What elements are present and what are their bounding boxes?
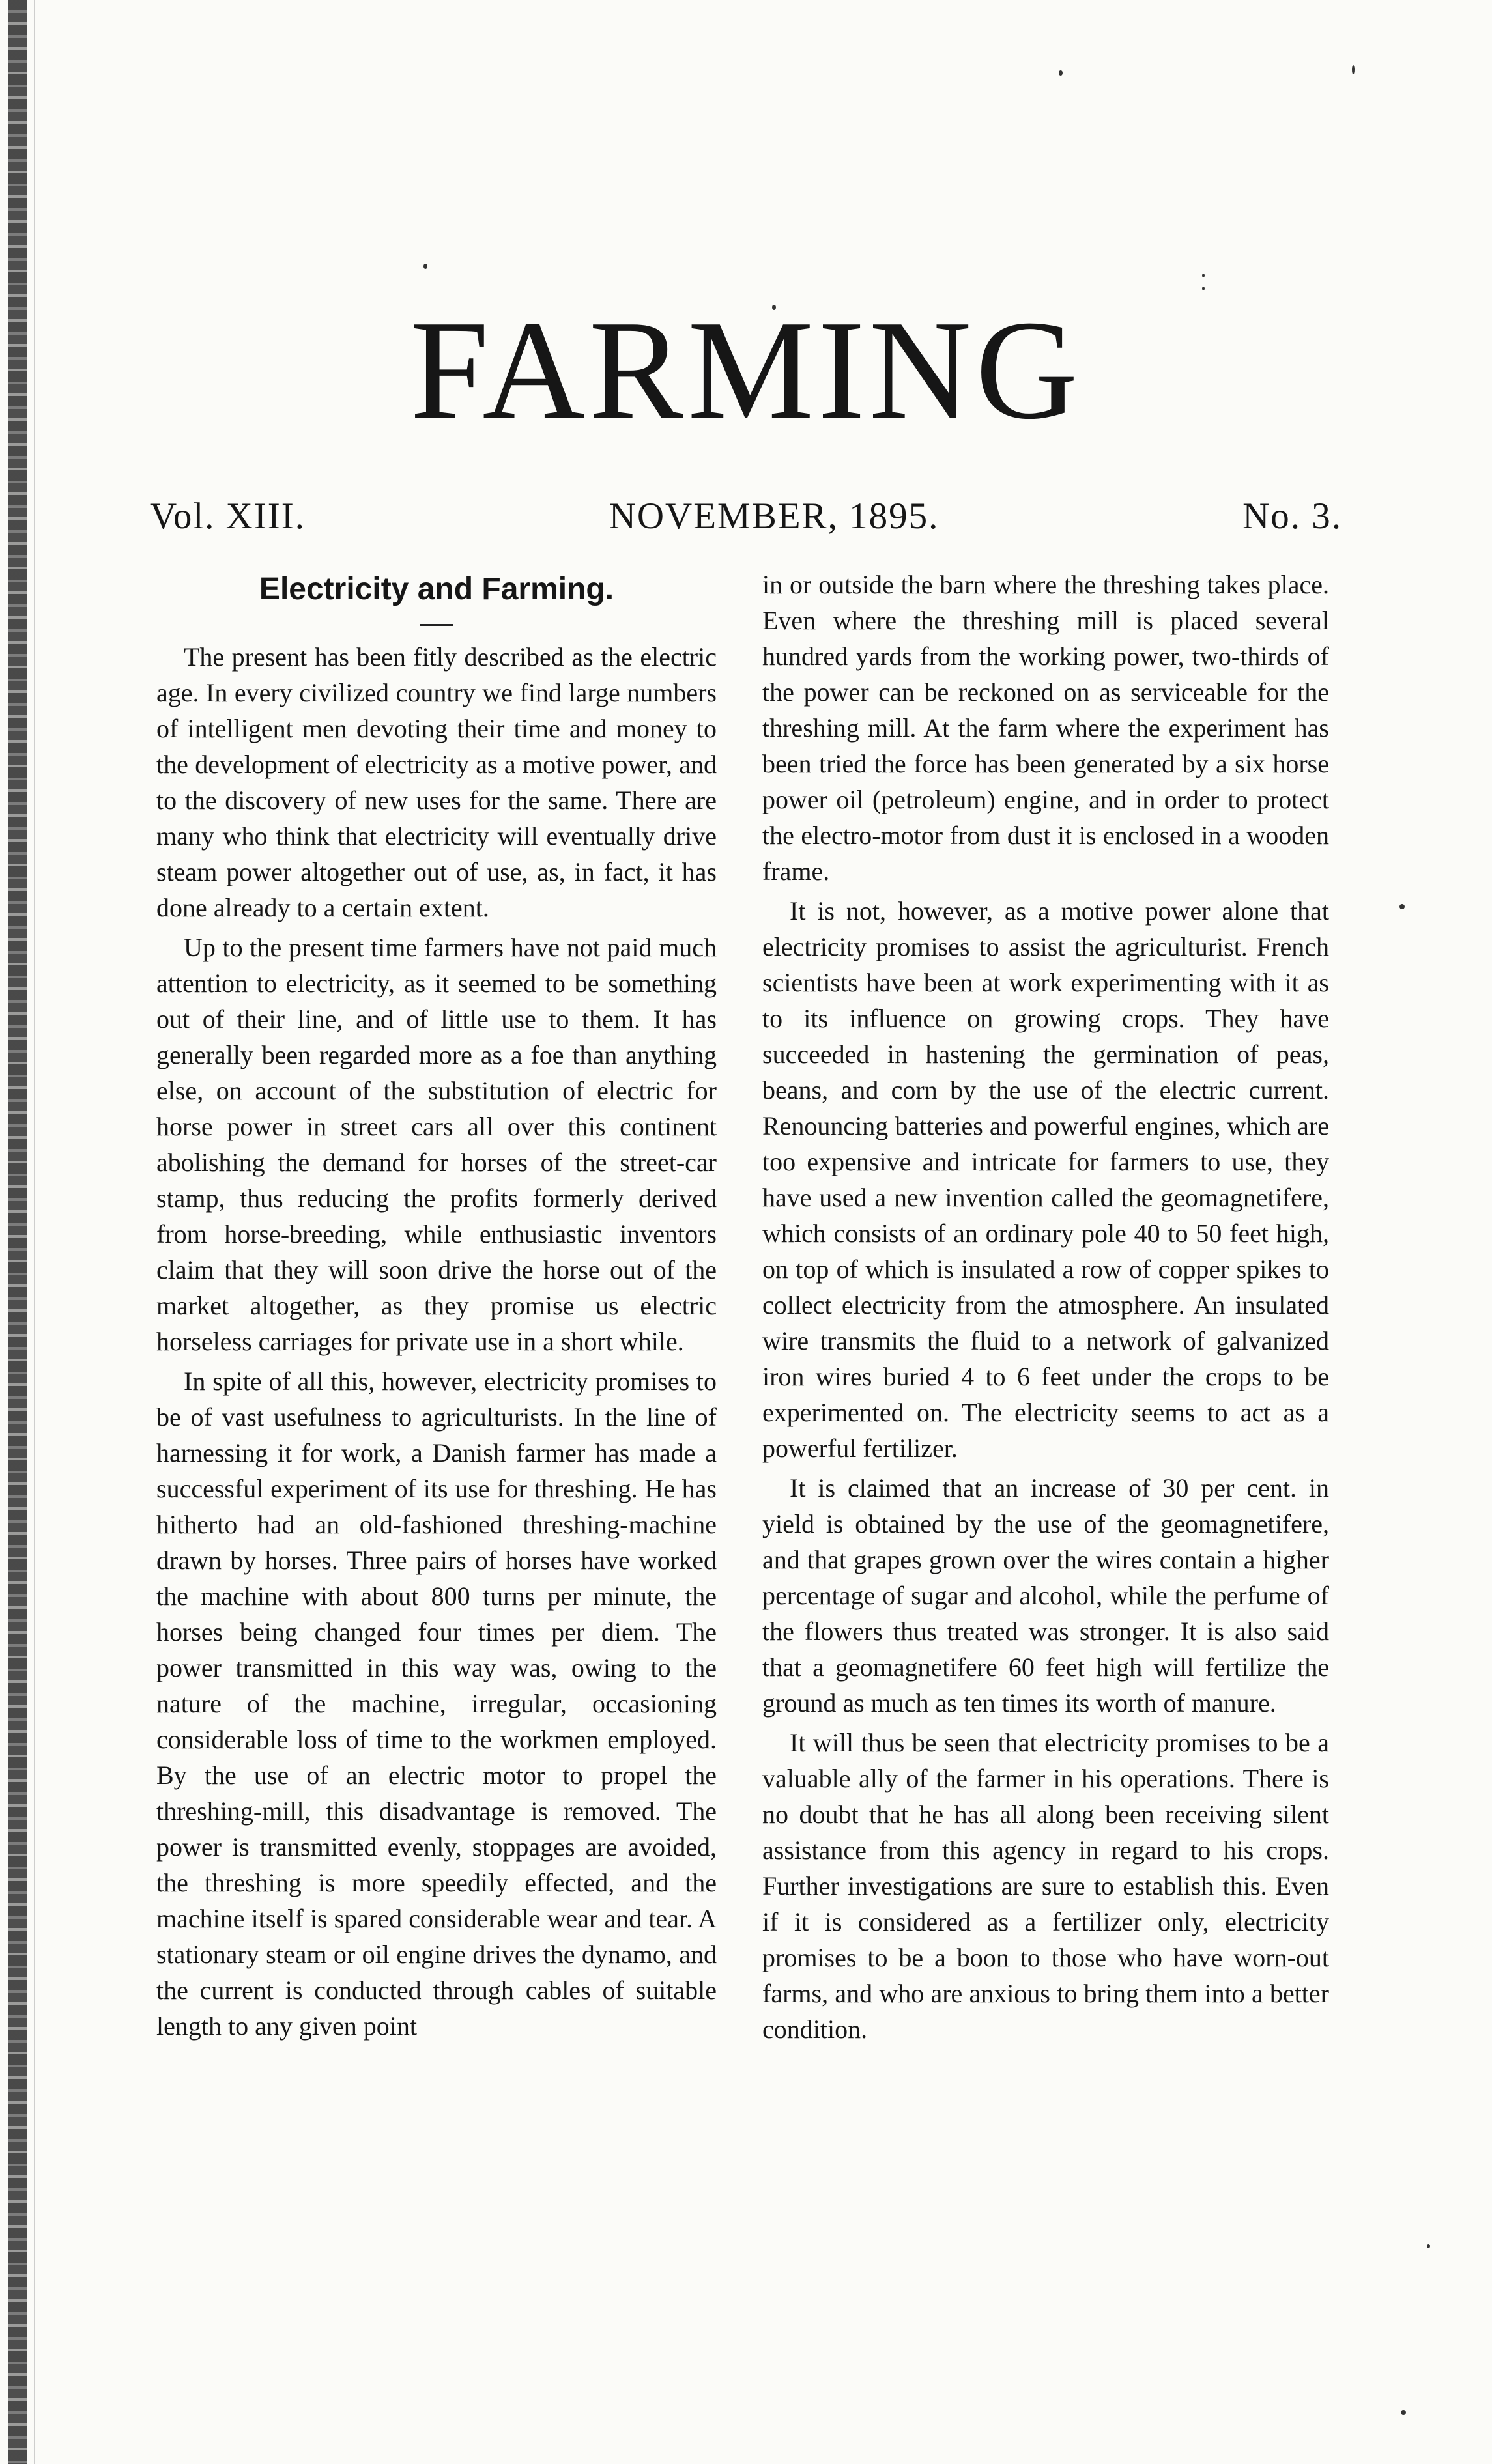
right-column (762, 567, 1329, 2051)
article-title: Electricity and Farming. (259, 572, 614, 606)
paragraph: It will thus be seen that electricity promises to be a valuable ally of the farmer in his operations. There is no doubt that he has all along been receiving silent assistance from this agency in regard to his crops. Further investigations are sure to establish this. Even if it is considered as a fertilizer only, electricity promises to be a boon to those who have worn-out farms, and who are anxious to bring them into a better condition. (762, 1728, 1329, 2044)
paragraph: In spite of all this, however, electricity promises to be of vast usefulness to agriculturists. In the line of harnessing it for work, a Danish farmer has made a successful experiment of its use for threshing. He has hitherto had an old-fashioned threshing-machine drawn by horses. Three pairs of horses have worked the machine with about 800 turns per minute, the horses being changed four times per diem. The power transmitted in this way was, owing to the nature of the machine, irregular, occasioning considerable loss of time to the workmen employed. By the use of an electric motor to propel the threshing-mill, this disadvantage is removed. The power is transmitted evenly, stoppages are avoided, the threshing is more speedily effected, and the machine itself is spared considerable wear and tear. A stationary steam or oil engine drives the dynamo, and the current is conducted through cables of suitable length to any given point (156, 1367, 717, 2041)
issue-date: NOVEMBER, 1895. (609, 496, 940, 537)
print-speck (1427, 2244, 1430, 2248)
issue-line (150, 495, 1342, 554)
print-speck (1399, 904, 1405, 909)
paragraph: It is claimed that an increase of 30 per cent. in yield is obtained by the use of the geomagnetifere, and that grapes grown over the wires contain a higher percentage of sugar and alcohol, while the perfume of the flowers thus treated was stronger. It is also said that a geomagnetifere 60 feet high will fertilize the ground as much as ten times its worth of manure. (762, 1473, 1329, 1718)
paragraph-continuation: in or outside the barn where the threshing takes place. Even where the threshing mill is placed several hundred yards from the working power, two-thirds of the power can be reckoned on as serviceable for the threshing mill. At the farm where the experiment has been tried the force has been generated by a six horse power oil (petroleum) engine, and in order to protect the electro-motor from dust it is enclosed in a wooden frame. (762, 570, 1329, 886)
masthead-title: FARMING (410, 292, 1082, 449)
print-speck (1202, 274, 1205, 277)
paragraph: It is not, however, as a motive power alone that electricity promises to assist the agriculturist. French scientists have been at work experimenting with it as to its influence on growing crops. They have succeeded in hastening the germination of peas, beans, and corn by the use of the electric current. Renouncing batteries and powerful engines, which are too expensive and intricate for farmers to use, they have used a new invention called the geomagnetifere, which consists of an ordinary pole 40 to 50 feet high, on top of which is insulated a row of copper spikes to collect electricity from the atmosphere. An insulated wire transmits the fluid to a network of galvanized iron wires buried 4 to 6 feet under the crops to be experimented on. The electricity seems to act as a powerful fertilizer. (762, 896, 1329, 1463)
print-speck (1059, 70, 1063, 76)
print-speck (1352, 65, 1355, 74)
title-divider (420, 624, 453, 626)
left-column (156, 567, 717, 2048)
paragraph: The present has been fitly described as the electric age. In every civilized country we find large numbers of intelligent men devoting their time and money to the development of electricity as a motive power, and to the discovery of new uses for the same. There are many who think that electricity will eventually drive steam power altogether out of use, as, in fact, it has done already to a certain extent. (156, 642, 717, 922)
paragraph: Up to the present time farmers have not paid much attention to electricity, as it seemed to be something out of their line, and of little use to them. It has generally been regarded more as a foe than anything else, on account of the substitution of electric for horse power in street cars all over this continent abolishing the demand for horses of the street-car stamp, thus reducing the profits formerly derived from horse-breeding, while enthusiastic inventors claim that they will soon drive the horse out of the market altogether, as they promise us electric horseless carriages for private use in a short while. (156, 933, 717, 1356)
print-speck (1202, 287, 1205, 290)
issue-number: No. 3. (1242, 496, 1342, 537)
print-speck (1401, 2410, 1406, 2415)
print-speck (423, 264, 427, 269)
volume-label: Vol. XIII. (150, 496, 306, 537)
